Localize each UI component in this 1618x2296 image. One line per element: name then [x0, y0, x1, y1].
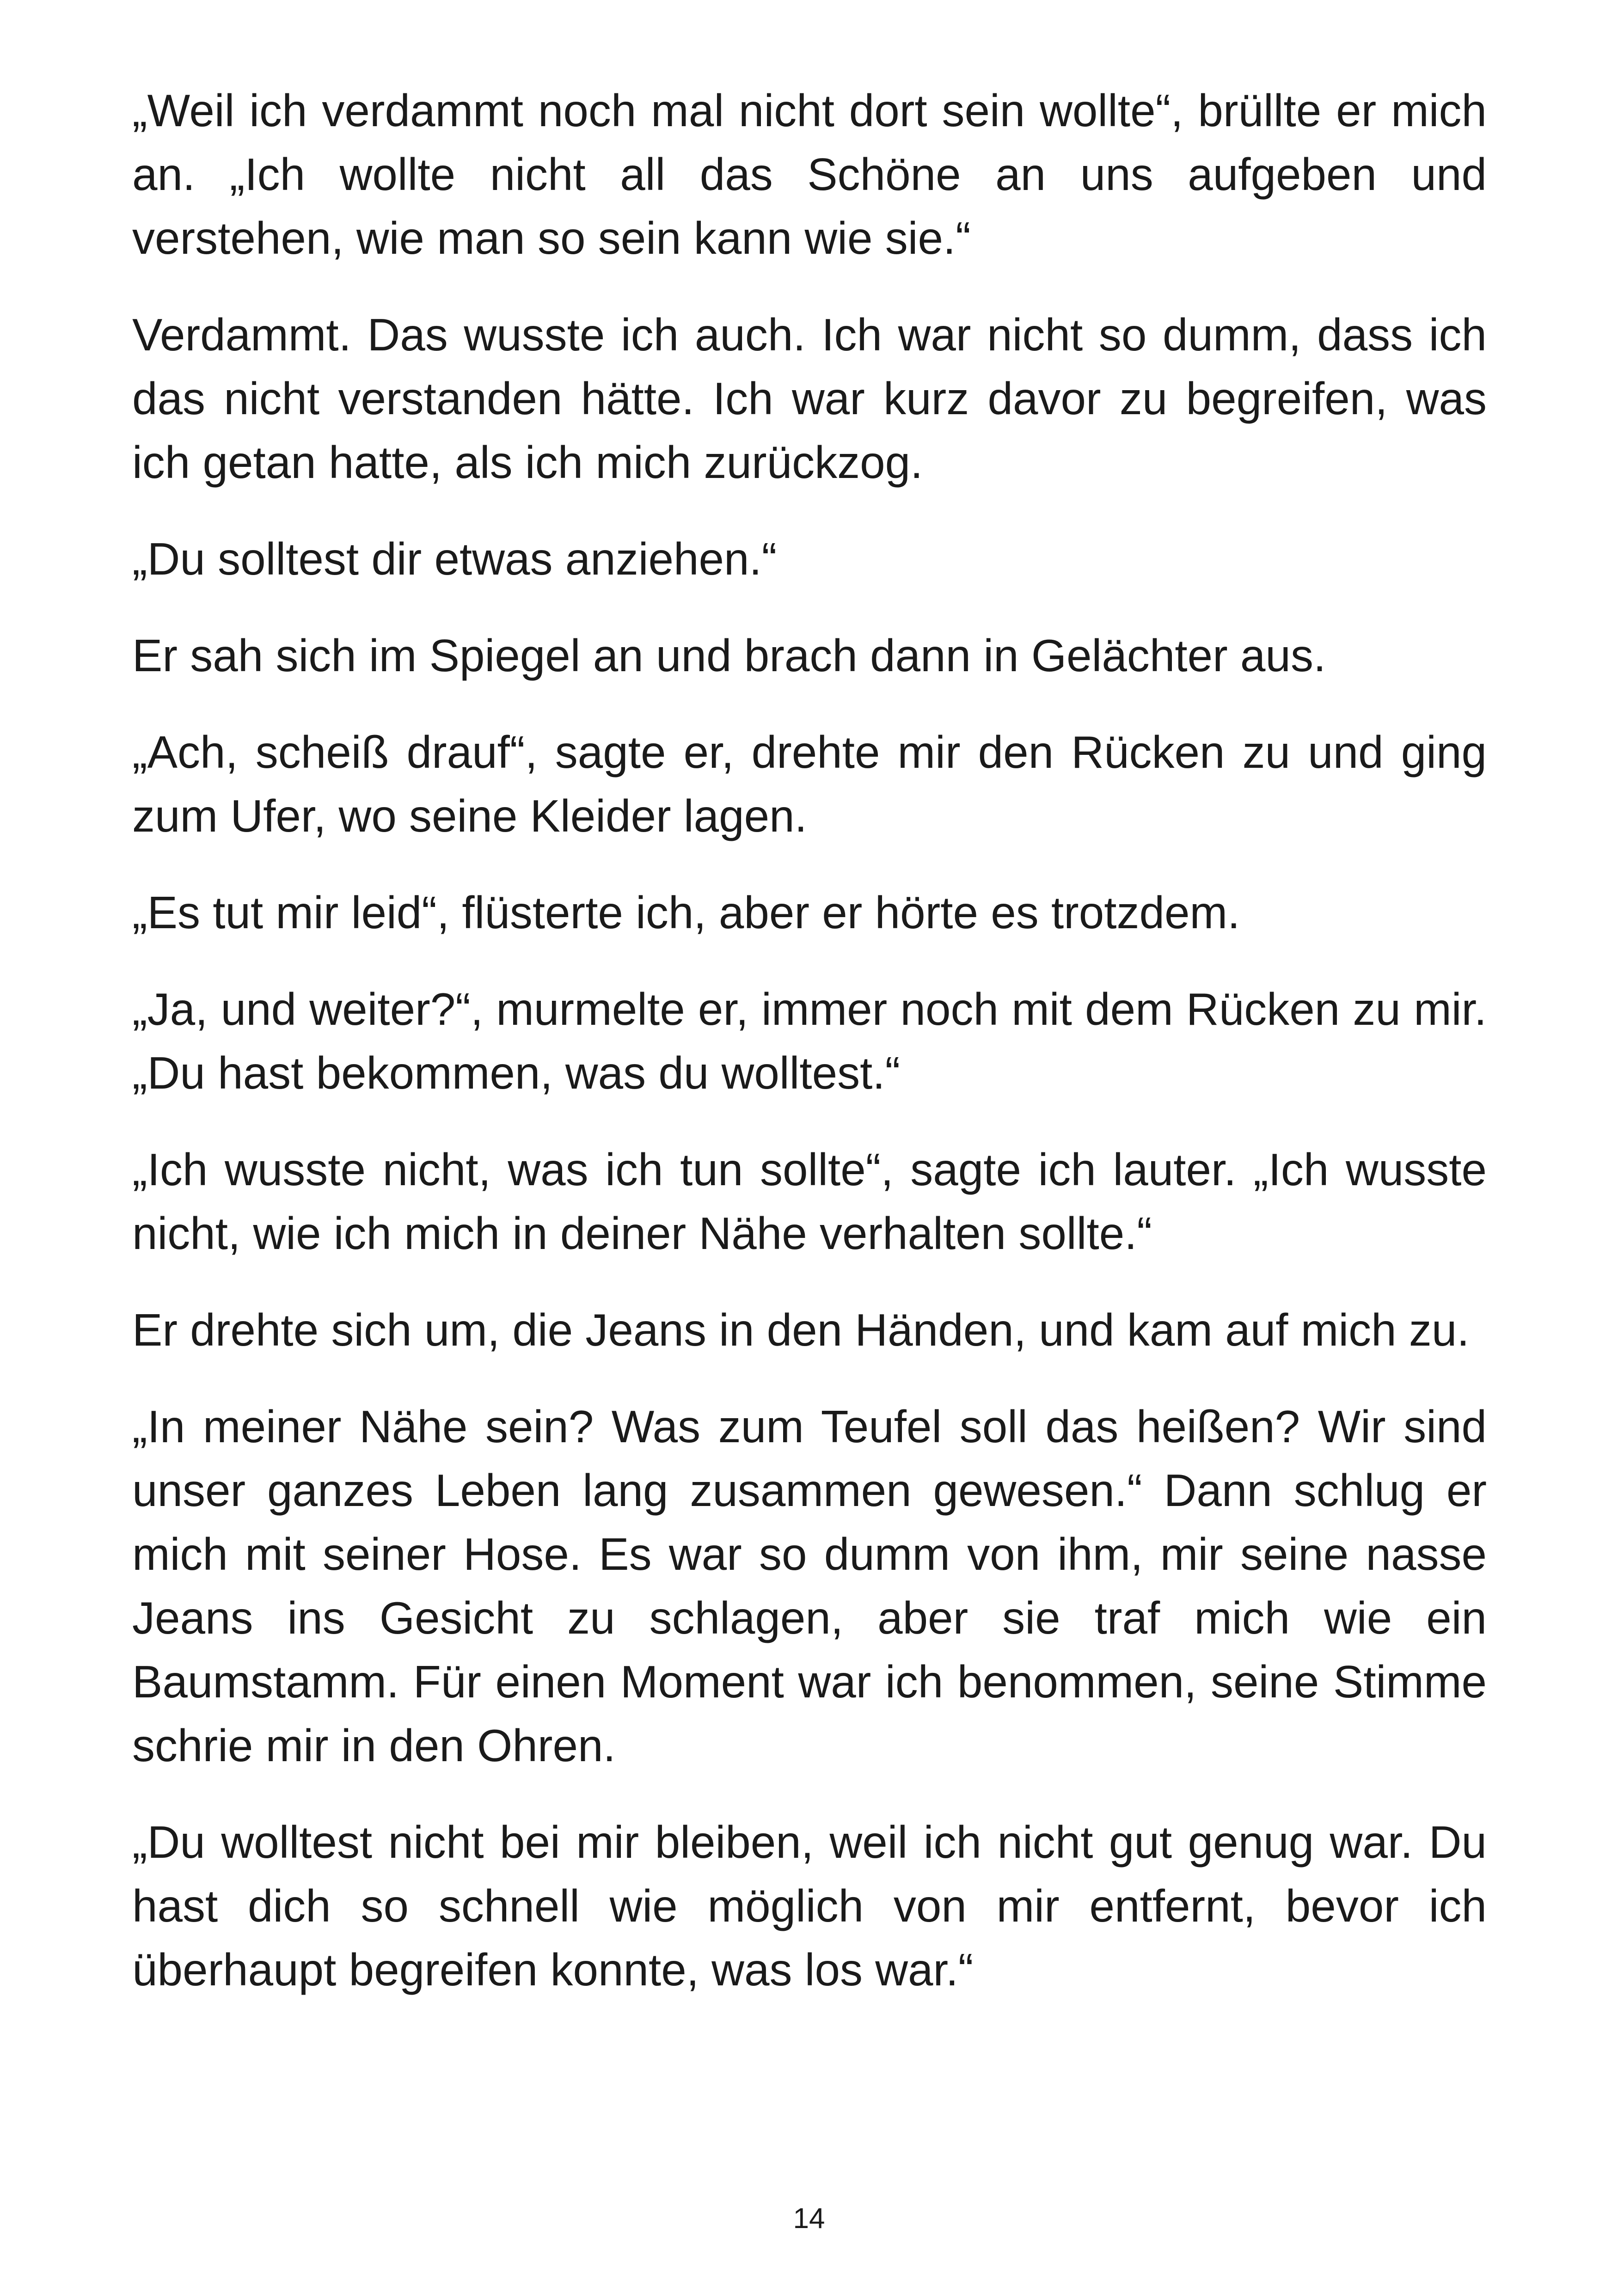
paragraph: „Ich wusste nicht, was ich tun sollte“, sagte ich lauter. „Ich wusste nicht, wie ich mich in deiner Nähe verhalten sollte.“: [132, 1144, 1487, 1259]
paragraph: „Du wolltest nicht bei mir bleiben, weil ich nicht gut genug war. Du hast dich so schnell wie möglich von mir entfernt, bevor ich überhaupt begreifen konnte, was los war.“: [132, 1817, 1487, 1995]
paragraph: „Es tut mir leid“, flüsterte ich, aber er hörte es trotzdem.: [132, 887, 1240, 938]
paragraph: „Ach, scheiß drauf“, sagte er, drehte mir den Rücken zu und ging zum Ufer, wo seine Kleider lagen.: [132, 727, 1487, 841]
page-number: 14: [793, 2203, 825, 2235]
paragraph: „Ja, und weiter?“, murmelte er, immer noch mit dem Rücken zu mir. „Du hast bekommen, was du wolltest.“: [132, 984, 1487, 1098]
body-text: [132, 79, 1487, 2034]
paragraph: „Du solltest dir etwas anziehen.“: [132, 533, 777, 584]
paragraph: „Weil ich verdammt noch mal nicht dort sein wollte“, brüllte er mich an. „Ich wollte nicht all das Schöne an uns aufgeben und verstehen, wie man so sein kann wie sie.“: [132, 85, 1487, 263]
paragraph: „In meiner Nähe sein? Was zum Teufel soll das heißen? Wir sind unser ganzes Leben lang zusammen gewesen.“ Dann schlug er mich mit seiner Hose. Es war so dumm von ihm, mir seine nasse Jeans ins Gesicht zu schlagen, aber sie traf mich wie ein Baumstamm. Für einen Moment war ich benommen, seine Stimme schrie mir in den Ohren.: [132, 1401, 1487, 1771]
paragraph: Er drehte sich um, die Jeans in den Händen, und kam auf mich zu.: [132, 1304, 1470, 1355]
paragraph: Er sah sich im Spiegel an und brach dann in Gelächter aus.: [132, 630, 1326, 681]
paragraph: Verdammt. Das wusste ich auch. Ich war nicht so dumm, dass ich das nicht verstanden hätte. Ich war kurz davor zu begreifen, was ich getan hatte, als ich mich zurückzog.: [132, 309, 1487, 488]
